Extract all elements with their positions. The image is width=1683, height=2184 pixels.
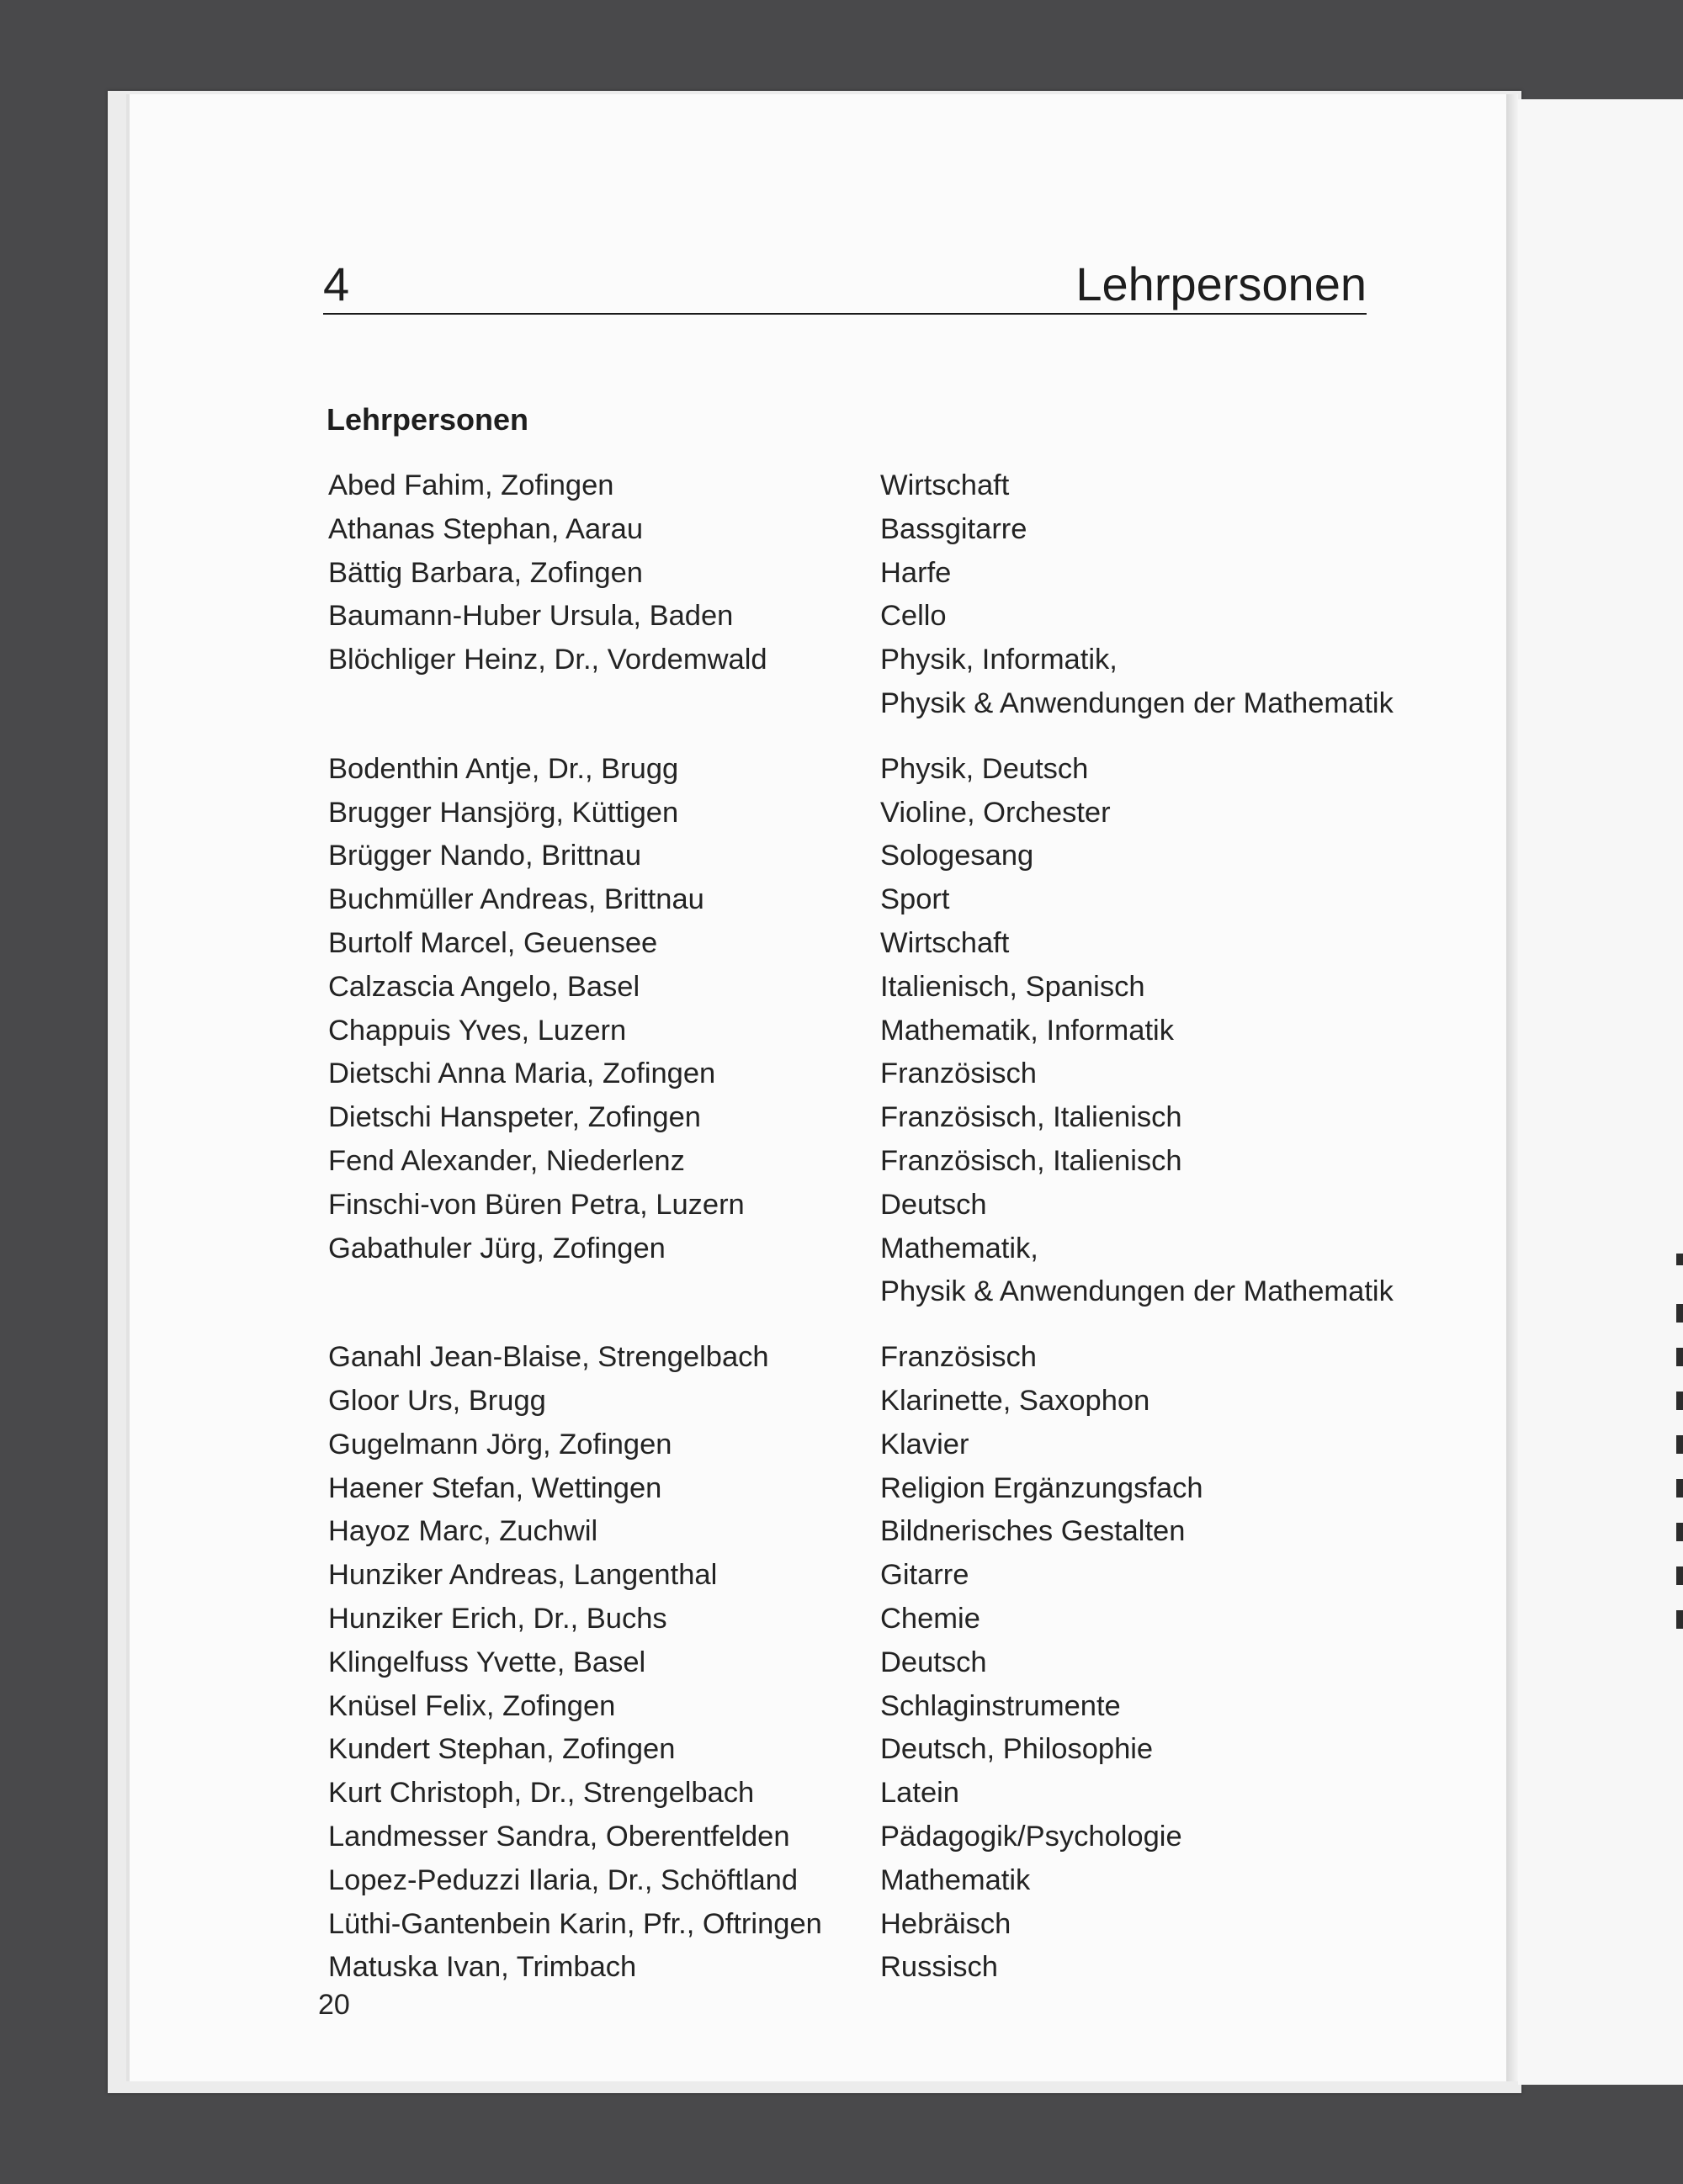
subject-line: Deutsch, Philosophie (880, 1733, 1154, 1766)
teacher-row (328, 1096, 1447, 1140)
teacher-subjects (880, 508, 1447, 552)
teacher-subjects (880, 1380, 1447, 1423)
teacher-name: Ganahl Jean-Blaise, Strengelbach (328, 1341, 769, 1374)
teacher-row (328, 748, 1447, 792)
teacher-name: Brugger Hansjörg, Küttigen (328, 796, 679, 829)
subject-line: Pädagogik/Psychologie (880, 1820, 1182, 1853)
teacher-name: Blöchliger Heinz, Dr., Vordemwald (328, 644, 767, 676)
teacher-name: Hunziker Andreas, Langenthal (328, 1559, 718, 1592)
teacher-name: Bodenthin Antje, Dr., Brugg (328, 752, 679, 785)
teacher-name: Gabathuler Jürg, Zofingen (328, 1232, 666, 1264)
subject-line: Schlaginstrumente (880, 1689, 1121, 1722)
subject-line: Deutsch (880, 1646, 987, 1678)
teacher-subjects (880, 1554, 1447, 1598)
teacher-name: Hayoz Marc, Zuchwil (328, 1515, 598, 1548)
chapter-header (323, 252, 1367, 315)
teacher-row (328, 835, 1447, 878)
subject-line: Physik & Anwendungen der Mathematik (880, 686, 1394, 719)
teacher-subjects (880, 595, 1447, 639)
teacher-row (328, 1554, 1447, 1598)
teacher-subjects (880, 1140, 1447, 1184)
subject-line: Physik, Informatik, (880, 644, 1118, 676)
teacher-name: Gugelmann Jörg, Zofingen (328, 1428, 672, 1460)
teacher-subjects (880, 1096, 1447, 1140)
teacher-subjects (880, 1052, 1447, 1096)
teacher-row (328, 1227, 1447, 1315)
teacher-row (328, 1816, 1447, 1859)
teacher-name: Hunziker Erich, Dr., Buchs (328, 1602, 667, 1635)
facing-page-text-fragment (1676, 1254, 1683, 1265)
teacher-row (328, 1946, 1447, 1990)
teacher-row (328, 1052, 1447, 1096)
subject-line: Mathematik (880, 1863, 1031, 1896)
subject-line: Violine, Orchester (880, 796, 1111, 829)
teacher-row (328, 1380, 1447, 1423)
teacher-subjects (880, 922, 1447, 966)
teacher-row (328, 1336, 1447, 1380)
subject-line: Russisch (880, 1951, 998, 1984)
subject-line: Gitarre (880, 1559, 969, 1592)
teacher-subjects (880, 792, 1447, 835)
teacher-name: Chappuis Yves, Luzern (328, 1014, 627, 1047)
teacher-name: Abed Fahim, Zofingen (328, 469, 614, 501)
page-number: 20 (318, 1989, 350, 2021)
teacher-name: Brügger Nando, Brittnau (328, 840, 642, 872)
teacher-name: Haener Stefan, Wettingen (328, 1471, 662, 1504)
teacher-name: Baumann-Huber Ursula, Baden (328, 600, 734, 633)
subject-line: Religion Ergänzungsfach (880, 1471, 1203, 1504)
subject-line: Physik & Anwendungen der Mathematik (880, 1275, 1394, 1308)
facing-page-text-fragment (1676, 1610, 1683, 1629)
teacher-row (328, 1140, 1447, 1184)
teacher-name: Buchmüller Andreas, Brittnau (328, 883, 704, 916)
teacher-subjects (880, 1816, 1447, 1859)
teacher-name: Knüsel Felix, Zofingen (328, 1689, 616, 1722)
teacher-row (328, 508, 1447, 552)
subject-line: Cello (880, 600, 947, 633)
teacher-subjects (880, 1903, 1447, 1947)
teacher-name: Kundert Stephan, Zofingen (328, 1733, 676, 1766)
teacher-row (328, 639, 1447, 726)
book-gutter (1506, 94, 1518, 2081)
teacher-subjects (880, 1641, 1447, 1685)
subject-line: Französisch (880, 1058, 1037, 1090)
teacher-name: Finschi-von Büren Petra, Luzern (328, 1188, 745, 1221)
teacher-row (328, 1510, 1447, 1554)
teacher-subjects (880, 1510, 1447, 1554)
facing-page-text-fragment (1676, 1348, 1683, 1366)
subject-line: Sport (880, 883, 950, 916)
teacher-row (328, 922, 1447, 966)
subject-line: Physik, Deutsch (880, 752, 1089, 785)
subject-line: Mathematik, Informatik (880, 1014, 1174, 1047)
teacher-subjects (880, 1598, 1447, 1641)
teacher-row (328, 792, 1447, 835)
facing-page-text-fragment (1676, 1435, 1683, 1454)
teacher-name: Dietschi Anna Maria, Zofingen (328, 1058, 716, 1090)
teacher-subjects (880, 1946, 1447, 1990)
teacher-subjects (880, 966, 1447, 1010)
teacher-subjects (880, 464, 1447, 508)
subject-line: Französisch, Italienisch (880, 1144, 1182, 1177)
teacher-subjects (880, 1336, 1447, 1380)
teacher-row (328, 1728, 1447, 1772)
teacher-row (328, 966, 1447, 1010)
teacher-name: Dietschi Hanspeter, Zofingen (328, 1101, 701, 1134)
teacher-name: Calzascia Angelo, Basel (328, 970, 640, 1003)
teacher-row (328, 1859, 1447, 1903)
teacher-subjects (880, 748, 1447, 792)
teacher-name: Fend Alexander, Niederlenz (328, 1144, 685, 1177)
teacher-row (328, 1010, 1447, 1053)
section-heading: Lehrpersonen (327, 402, 529, 437)
teacher-row (328, 878, 1447, 922)
teacher-name: Lüthi-Gantenbein Karin, Pfr., Oftringen (328, 1907, 822, 1940)
teacher-name: Burtolf Marcel, Geuensee (328, 926, 658, 959)
teacher-row (328, 1598, 1447, 1641)
subject-line: Klavier (880, 1428, 969, 1460)
teacher-name: Gloor Urs, Brugg (328, 1384, 546, 1417)
subject-line: Harfe (880, 556, 952, 589)
chapter-number: 4 (323, 257, 350, 310)
teacher-name: Matuska Ivan, Trimbach (328, 1951, 637, 1984)
subject-line: Italienisch, Spanisch (880, 970, 1145, 1003)
teacher-subjects (880, 1010, 1447, 1053)
teacher-name: Kurt Christoph, Dr., Strengelbach (328, 1777, 755, 1810)
teacher-subjects (880, 1467, 1447, 1511)
facing-page-text-fragment (1676, 1566, 1683, 1585)
teacher-row (328, 1467, 1447, 1511)
teacher-subjects (880, 1772, 1447, 1816)
teacher-name: Bättig Barbara, Zofingen (328, 556, 643, 589)
facing-page-text-fragment (1676, 1479, 1683, 1498)
subject-line: Mathematik, (880, 1232, 1038, 1264)
subject-line: Deutsch (880, 1188, 987, 1221)
teacher-subjects (880, 1184, 1447, 1227)
facing-page (1518, 99, 1683, 2085)
teacher-name: Lopez-Peduzzi Ilaria, Dr., Schöftland (328, 1863, 799, 1896)
subject-line: Hebräisch (880, 1907, 1011, 1940)
teacher-row (328, 1772, 1447, 1816)
teacher-row (328, 1903, 1447, 1947)
subject-line: Klarinette, Saxophon (880, 1384, 1150, 1417)
subject-line: Bildnerisches Gestalten (880, 1515, 1186, 1548)
subject-line: Bassgitarre (880, 512, 1027, 545)
teacher-row (328, 552, 1447, 596)
subject-line: Wirtschaft (880, 469, 1010, 501)
teacher-row (328, 1685, 1447, 1729)
teacher-row (328, 1184, 1447, 1227)
subject-line: Latein (880, 1777, 959, 1810)
subject-line: Französisch, Italienisch (880, 1101, 1182, 1134)
teacher-subjects (880, 639, 1447, 726)
subject-line: Sologesang (880, 840, 1034, 872)
teacher-subjects (880, 835, 1447, 878)
teacher-roster (328, 464, 1447, 1990)
teacher-row (328, 595, 1447, 639)
facing-page-text-fragment (1676, 1523, 1683, 1541)
subject-line: Französisch (880, 1341, 1037, 1374)
teacher-subjects (880, 552, 1447, 596)
teacher-name: Landmesser Sandra, Oberentfelden (328, 1820, 790, 1853)
teacher-name: Klingelfuss Yvette, Basel (328, 1646, 646, 1678)
teacher-row (328, 464, 1447, 508)
teacher-row (328, 1641, 1447, 1685)
teacher-row (328, 1423, 1447, 1467)
teacher-subjects (880, 1423, 1447, 1467)
teacher-name: Athanas Stephan, Aarau (328, 512, 644, 545)
chapter-title: Lehrpersonen (1075, 257, 1367, 310)
facing-page-text-fragment (1676, 1304, 1683, 1323)
teacher-subjects (880, 1227, 1447, 1315)
teacher-subjects (880, 1728, 1447, 1772)
teacher-subjects (880, 878, 1447, 922)
teacher-subjects (880, 1685, 1447, 1729)
subject-line: Wirtschaft (880, 926, 1010, 959)
facing-page-text-fragment (1676, 1392, 1683, 1410)
subject-line: Chemie (880, 1602, 980, 1635)
teacher-subjects (880, 1859, 1447, 1903)
